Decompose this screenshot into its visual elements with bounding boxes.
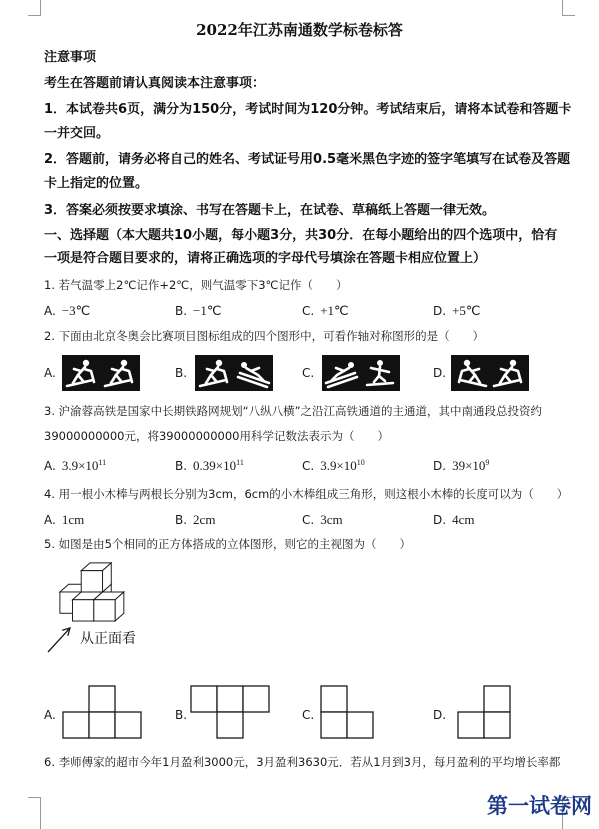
grid-square bbox=[347, 712, 373, 738]
option-label: C. bbox=[302, 304, 315, 318]
section-heading-line-2: 一项是符合题目要求的，请将正确选项的字母代号填涂在答题卡相应位置上） bbox=[44, 251, 487, 266]
pictogram-stroke bbox=[510, 360, 516, 366]
option-value: +5℃ bbox=[452, 303, 481, 318]
question-1-option-d bbox=[433, 303, 481, 319]
question-1-option-c bbox=[302, 303, 349, 319]
question-5-option-c-figure bbox=[320, 685, 374, 739]
pictogram-stroke bbox=[377, 360, 383, 366]
question-2-option-a-label: A. bbox=[44, 366, 56, 380]
front-view-label: 从正面看 bbox=[80, 631, 136, 647]
question-4-option-c bbox=[302, 512, 343, 528]
question-5-option-d-figure bbox=[457, 685, 511, 739]
option-base: 39×10 bbox=[452, 458, 486, 473]
grid-square bbox=[89, 686, 115, 712]
option-label: A. bbox=[44, 459, 56, 473]
option-base: 3.9×10 bbox=[61, 458, 99, 473]
question-1-stem: 1. 若气温零上2℃记作+2℃，则气温零下3℃记作（ ） bbox=[44, 278, 348, 292]
option-base: 3.9×10 bbox=[320, 458, 357, 473]
option-base: 0.39×10 bbox=[193, 458, 237, 473]
grid-square bbox=[484, 712, 510, 738]
option-value bbox=[320, 458, 365, 473]
cube bbox=[81, 563, 111, 592]
cube-front-face bbox=[81, 571, 102, 592]
option-label: D. bbox=[433, 304, 447, 318]
cube-solid-figure bbox=[48, 560, 128, 622]
notice-item-1-line-2: 一并交回。 bbox=[44, 126, 110, 141]
question-1-option-a bbox=[44, 303, 90, 319]
question-3-option-d bbox=[433, 458, 489, 474]
grid-square bbox=[63, 712, 89, 738]
notice-item-2-line-1: 2．答题前，请务必将自己的姓名、考试证号用0.5毫米黑色字迹的签字笔填写在试卷及答题 bbox=[44, 152, 571, 167]
question-5-option-a-figure bbox=[62, 685, 142, 739]
site-watermark: 第一试卷网 bbox=[487, 794, 592, 818]
question-2-option-b-label: B. bbox=[175, 366, 188, 380]
question-3-option-c bbox=[302, 458, 365, 474]
question-2-stem: 2. 下面由北京冬奥会比赛项目图标组成的四个图形中，可看作轴对称图形的是（ ） bbox=[44, 329, 485, 343]
grid-square bbox=[217, 712, 243, 738]
option-exponent: 9 bbox=[485, 458, 490, 467]
grid-square bbox=[217, 686, 243, 712]
question-5-option-d-label: D. bbox=[433, 708, 447, 722]
arrow-icon bbox=[44, 622, 78, 656]
crop-mark-top-right bbox=[562, 0, 575, 16]
grid-square bbox=[191, 686, 217, 712]
notice-item-1-line-1: 1．本试卷共6页，满分为150分，考试时间为120分钟。考试结束后，请将本试卷和答题卡 bbox=[44, 102, 572, 117]
option-label: D. bbox=[433, 513, 447, 527]
page-title: 2022年江苏南通数学标卷标答 bbox=[196, 21, 403, 39]
question-3-stem-line-2: 39000000000元，将39000000000用科学记数法表示为（ ） bbox=[44, 429, 389, 443]
grid-square bbox=[89, 712, 115, 738]
question-2-option-d-figure bbox=[451, 355, 529, 391]
cube-front-face bbox=[73, 600, 94, 621]
question-2-option-c-label: C. bbox=[302, 366, 315, 380]
question-2-option-a-figure bbox=[62, 355, 140, 391]
question-4-option-d bbox=[433, 512, 474, 528]
arrow-shaft bbox=[48, 628, 70, 652]
option-exponent: 11 bbox=[236, 458, 244, 467]
pictogram-stroke bbox=[464, 360, 470, 366]
grid-square bbox=[321, 712, 347, 738]
question-5-option-a-label: A. bbox=[44, 708, 56, 722]
question-1-option-b bbox=[175, 303, 221, 319]
section-heading-line-1: 一、选择题（本大题共10小题，每小题3分，共30分．在每小题给出的四个选项中，恰有 bbox=[44, 228, 558, 243]
pictogram-stroke bbox=[83, 360, 89, 366]
grid-square bbox=[115, 712, 141, 738]
option-value bbox=[193, 458, 244, 473]
question-4-stem: 4. 用一根小木棒与两根长分别为3cm，6cm的小木棒组成三角形，则这根小木棒的长度可以为（ ） bbox=[44, 487, 569, 501]
grid-square bbox=[458, 712, 484, 738]
option-value: 4cm bbox=[452, 512, 475, 527]
pictogram-stroke bbox=[121, 360, 127, 366]
option-exponent: 11 bbox=[98, 458, 107, 467]
question-5-option-b-figure bbox=[190, 685, 270, 739]
option-value bbox=[62, 458, 106, 473]
option-value: 1cm bbox=[61, 512, 85, 527]
question-5-option-c-label: C. bbox=[302, 708, 315, 722]
pictogram-stroke bbox=[216, 360, 222, 366]
option-label: B. bbox=[175, 304, 188, 318]
question-4-option-b bbox=[175, 512, 215, 528]
question-2-option-d-label: D. bbox=[433, 366, 447, 380]
grid-square bbox=[321, 686, 347, 712]
grid-square bbox=[243, 686, 269, 712]
option-label: A. bbox=[44, 304, 56, 318]
option-label: D. bbox=[433, 459, 447, 473]
option-label: C. bbox=[302, 459, 315, 473]
notice-item-2-line-2: 卡上指定的位置。 bbox=[44, 176, 149, 191]
pictogram-stroke bbox=[379, 367, 380, 376]
question-5-stem: 5. 如图是由5个相同的正方体搭成的立体图形，则它的主视图为（ ） bbox=[44, 537, 411, 551]
notice-intro: 考生在答题前请认真阅读本注意事项： bbox=[44, 76, 266, 91]
option-value bbox=[452, 458, 489, 473]
notice-item-3-line-1: 3．答案必须按要求填涂、书写在答题卡上，在试卷、草稿纸上答题一律无效。 bbox=[44, 203, 496, 218]
option-label: B. bbox=[175, 459, 188, 473]
option-exponent: 10 bbox=[356, 458, 365, 467]
crop-mark-top-left bbox=[28, 0, 41, 16]
question-2-option-c-figure bbox=[322, 355, 400, 391]
question-5-option-b-label: B. bbox=[175, 708, 188, 722]
cube-front-face bbox=[94, 600, 115, 621]
crop-mark-bottom-left bbox=[28, 797, 41, 829]
cube bbox=[94, 592, 124, 621]
question-4-option-a bbox=[44, 512, 84, 528]
grid-square bbox=[484, 686, 510, 712]
question-6-stem: 6. 李师傅家的超市今年1月盈利3000元，3月盈利3630元．若从1月到3月，每月盈利的平均增长率都 bbox=[44, 755, 561, 769]
option-value: 3cm bbox=[320, 512, 343, 527]
question-3-option-a bbox=[44, 458, 106, 474]
option-value: −3℃ bbox=[61, 303, 91, 318]
option-label: C. bbox=[302, 513, 315, 527]
option-label: A. bbox=[44, 513, 56, 527]
question-2-option-b-figure bbox=[195, 355, 273, 391]
notice-heading: 注意事项 bbox=[44, 50, 97, 65]
question-3-option-b bbox=[175, 458, 244, 474]
option-value: −1℃ bbox=[193, 303, 222, 318]
question-3-stem-line-1: 3. 沪渝蓉高铁是国家中长期铁路网规划“八纵八横”之沿江高铁通道的主通道，其中南通段总投资约 bbox=[44, 404, 543, 418]
option-label: B. bbox=[175, 513, 188, 527]
option-value: 2cm bbox=[193, 512, 216, 527]
option-value: +1℃ bbox=[320, 303, 349, 318]
